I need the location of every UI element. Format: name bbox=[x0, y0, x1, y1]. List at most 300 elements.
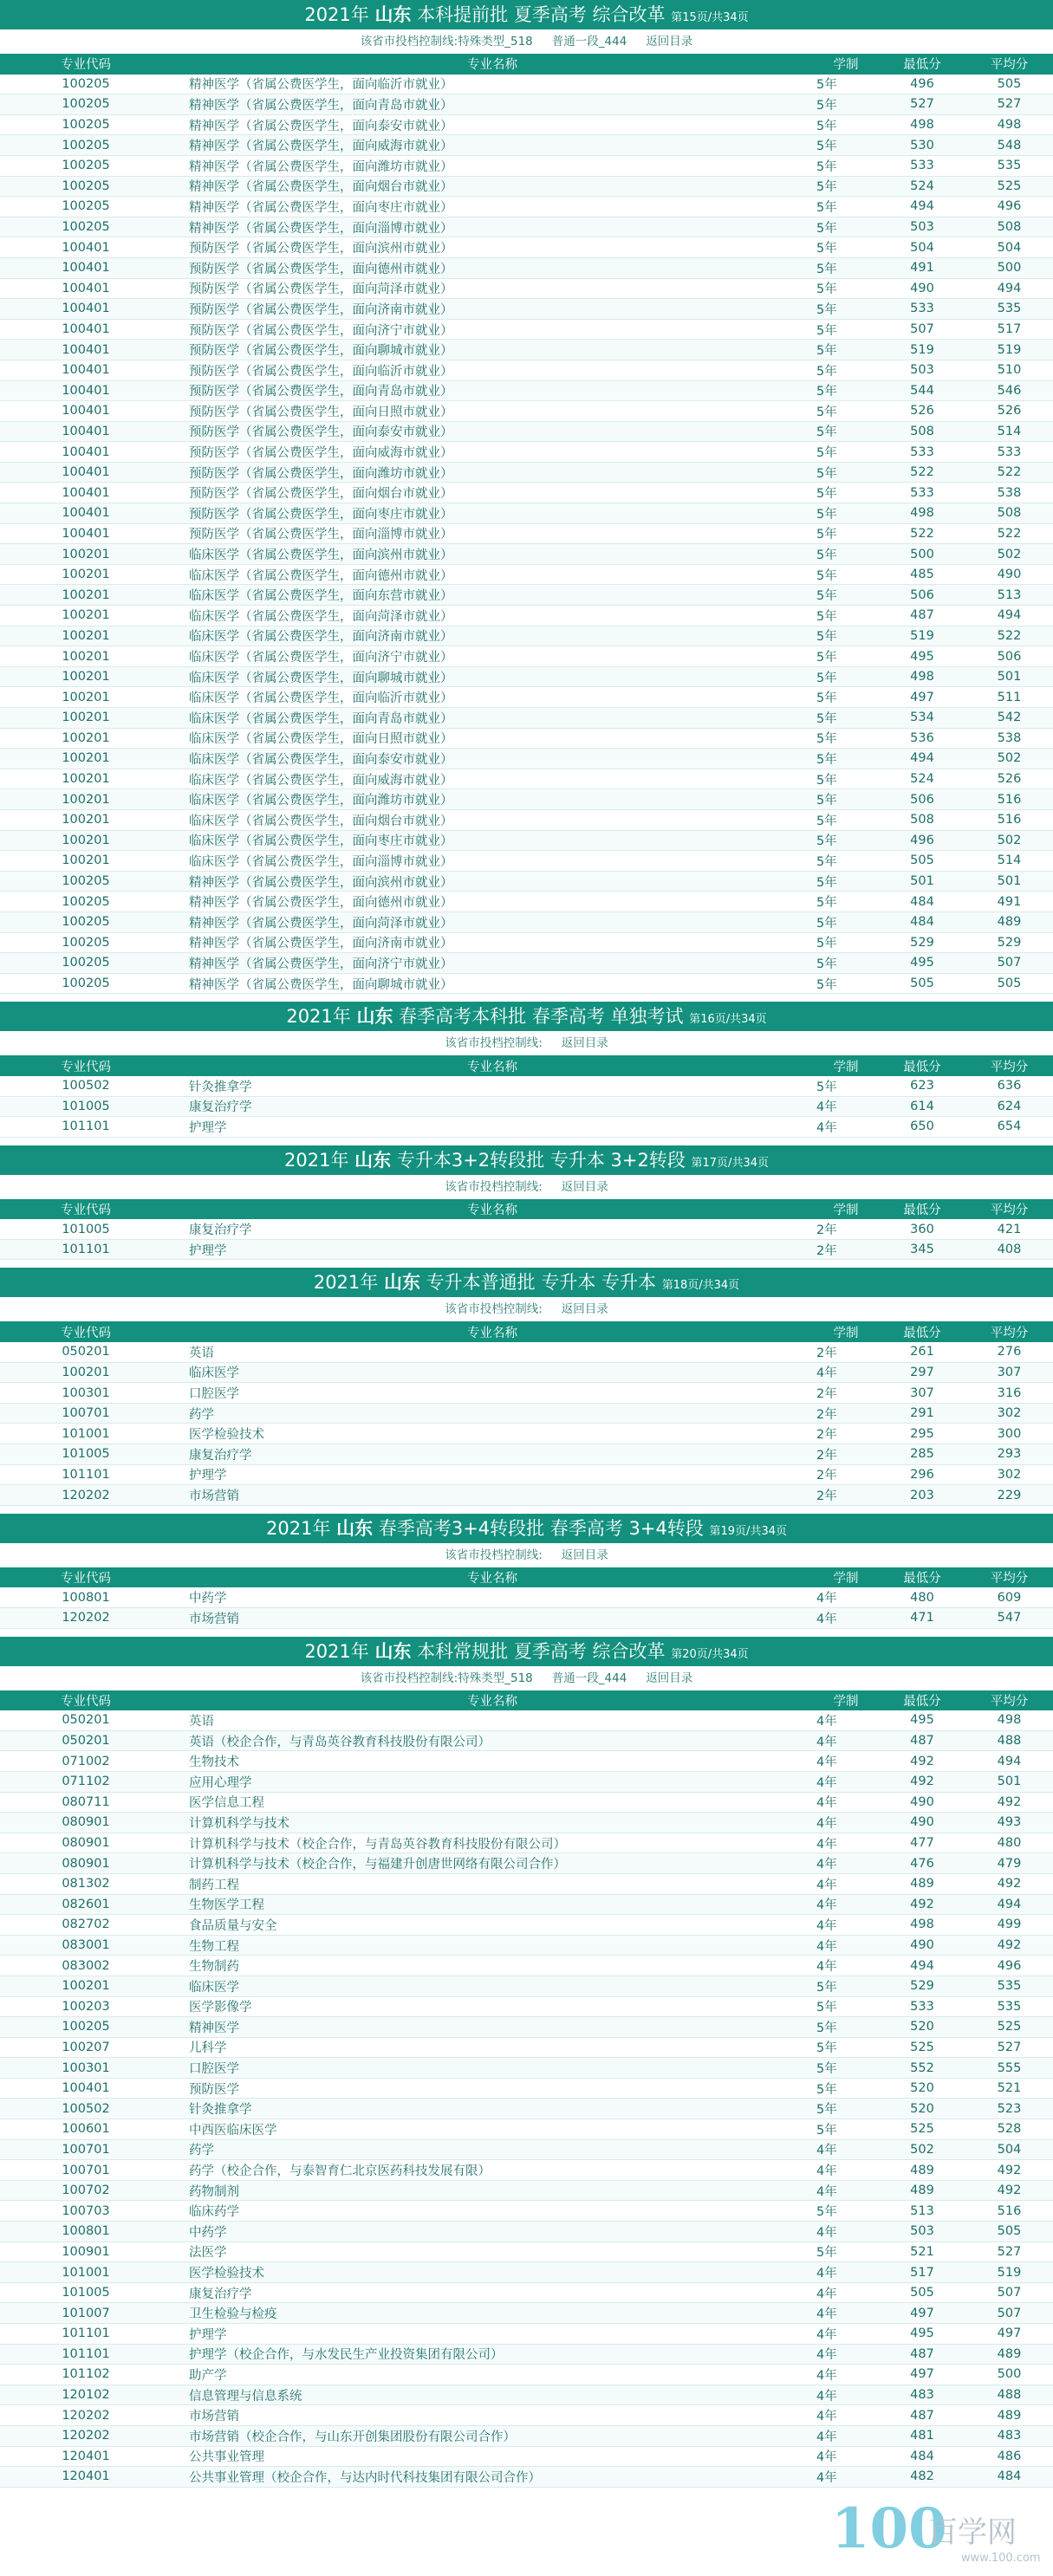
title-year: 2021年 bbox=[313, 1272, 379, 1294]
study-length: 4年 bbox=[816, 1960, 837, 1975]
major-name: 精神医学（省属公费医学生，面向潍坊市就业） bbox=[189, 159, 453, 174]
major-code: 101001 bbox=[62, 1426, 110, 1441]
table-row bbox=[0, 789, 1053, 810]
study-length: 5年 bbox=[816, 119, 837, 133]
title-batch: 本科常规批 夏季高考 综合改革 bbox=[417, 1640, 666, 1662]
header-code: 专业代码 bbox=[61, 58, 111, 73]
major-code: 080901 bbox=[62, 1815, 110, 1830]
table-row bbox=[0, 258, 1053, 279]
table-row bbox=[0, 135, 1053, 156]
avg-score: 496 bbox=[997, 1958, 1022, 1973]
score-section bbox=[0, 1145, 1053, 1269]
section-title-bar bbox=[0, 1002, 1053, 1031]
study-length: 4年 bbox=[816, 2144, 837, 2158]
major-code: 100301 bbox=[62, 1385, 110, 1400]
major-name: 口腔医学 bbox=[189, 1387, 239, 1402]
table-row bbox=[0, 1731, 1053, 1752]
major-name: 医学信息工程 bbox=[189, 1796, 264, 1811]
avg-score: 526 bbox=[997, 404, 1022, 419]
major-name: 精神医学（省属公费医学生，面向淄博市就业） bbox=[189, 221, 453, 236]
min-score: 501 bbox=[910, 874, 934, 889]
major-name: 精神医学（省属公费医学生，面向烟台市就业） bbox=[189, 180, 453, 195]
major-name: 英语 bbox=[189, 1714, 214, 1729]
table-row bbox=[0, 1976, 1053, 1997]
major-name: 市场营销 bbox=[189, 1489, 239, 1504]
min-score: 529 bbox=[910, 935, 934, 950]
back-to-index-link[interactable]: 返回目录 bbox=[646, 1671, 693, 1685]
table-row bbox=[0, 2426, 1053, 2447]
min-score: 508 bbox=[910, 813, 934, 827]
avg-score: 307 bbox=[997, 1365, 1022, 1379]
table-row bbox=[0, 1363, 1053, 1384]
header-min: 最低分 bbox=[903, 1203, 941, 1217]
min-score: 490 bbox=[910, 1938, 934, 1953]
avg-score: 508 bbox=[997, 220, 1022, 235]
major-code: 100401 bbox=[62, 526, 110, 541]
major-name: 预防医学（省属公费医学生，面向济南市就业） bbox=[189, 302, 453, 317]
study-length: 2年 bbox=[816, 1448, 837, 1463]
major-code: 100401 bbox=[62, 281, 110, 295]
major-code: 100401 bbox=[62, 465, 110, 480]
study-length: 4年 bbox=[816, 1612, 837, 1626]
major-code: 100401 bbox=[62, 506, 110, 521]
major-name: 预防医学（省属公费医学生，面向淄博市就业） bbox=[189, 528, 453, 542]
avg-score: 486 bbox=[997, 2449, 1022, 2463]
major-code: 100205 bbox=[62, 915, 110, 930]
min-score: 203 bbox=[910, 1488, 934, 1502]
avg-score: 535 bbox=[997, 1979, 1022, 1994]
avg-score: 501 bbox=[997, 670, 1022, 685]
major-name: 精神医学（省属公费医学生，面向威海市就业） bbox=[189, 140, 453, 154]
table-row bbox=[0, 1813, 1053, 1833]
major-code: 080901 bbox=[62, 1836, 110, 1851]
study-length: 4年 bbox=[816, 2287, 837, 2301]
min-score: 521 bbox=[910, 2244, 934, 2259]
title-batch: 专升本普通批 专升本 专升本 bbox=[426, 1272, 657, 1294]
min-score: 533 bbox=[910, 485, 934, 500]
table-row bbox=[0, 2181, 1053, 2202]
min-score: 500 bbox=[910, 547, 934, 561]
title-year: 2021年 bbox=[266, 1517, 331, 1539]
major-name: 康复治疗学 bbox=[189, 1448, 252, 1463]
min-score: 525 bbox=[910, 2040, 934, 2054]
study-length: 5年 bbox=[816, 2205, 837, 2220]
table-row bbox=[0, 953, 1053, 974]
major-code: 100201 bbox=[62, 813, 110, 827]
major-code: 100701 bbox=[62, 1406, 110, 1421]
table-row bbox=[0, 1444, 1053, 1465]
table-row bbox=[0, 1751, 1053, 1772]
table-row bbox=[0, 749, 1053, 769]
min-score: 489 bbox=[910, 1877, 934, 1891]
min-score: 492 bbox=[910, 1775, 934, 1789]
table-row bbox=[0, 831, 1053, 852]
major-code: 120102 bbox=[62, 2388, 110, 2403]
avg-score: 505 bbox=[997, 76, 1022, 91]
study-length: 5年 bbox=[816, 242, 837, 256]
avg-score: 492 bbox=[997, 2163, 1022, 2177]
major-code: 101101 bbox=[62, 1243, 110, 1257]
table-row bbox=[0, 708, 1053, 729]
major-code: 100205 bbox=[62, 935, 110, 950]
major-name: 计算机科学与技术 bbox=[189, 1816, 289, 1831]
major-name: 应用心理学 bbox=[189, 1775, 252, 1790]
table-row bbox=[0, 94, 1053, 115]
avg-score: 489 bbox=[997, 915, 1022, 930]
major-code: 120202 bbox=[62, 1611, 110, 1625]
major-name: 临床医学（省属公费医学生，面向聊城市就业） bbox=[189, 671, 453, 685]
header-avg: 平均分 bbox=[990, 58, 1029, 73]
avg-score: 500 bbox=[997, 261, 1022, 276]
major-name: 精神医学（省属公费医学生，面向泰安市就业） bbox=[189, 119, 453, 133]
study-length: 5年 bbox=[816, 159, 837, 174]
table-row bbox=[0, 933, 1053, 954]
avg-score: 654 bbox=[997, 1119, 1022, 1134]
major-code: 100201 bbox=[62, 670, 110, 685]
min-score: 503 bbox=[910, 363, 934, 378]
table-row bbox=[0, 687, 1053, 708]
title-province: 山东 bbox=[374, 4, 412, 25]
back-to-index-link[interactable]: 返回目录 bbox=[561, 1548, 608, 1562]
header-code: 专业代码 bbox=[61, 1326, 111, 1340]
min-score: 496 bbox=[910, 76, 934, 91]
avg-score: 624 bbox=[997, 1099, 1022, 1113]
major-code: 100205 bbox=[62, 97, 110, 112]
avg-score: 492 bbox=[997, 2183, 1022, 2198]
major-code: 100401 bbox=[62, 302, 110, 316]
major-name: 卫生检验与检疫 bbox=[189, 2307, 277, 2322]
table-row bbox=[0, 1424, 1053, 1444]
table-row bbox=[0, 1587, 1053, 1608]
major-name: 预防医学（省属公费医学生，面向临沂市就业） bbox=[189, 364, 453, 379]
major-code: 100401 bbox=[62, 404, 110, 419]
table-body bbox=[0, 1219, 1053, 1260]
major-code: 100401 bbox=[62, 342, 110, 357]
avg-score: 555 bbox=[997, 2060, 1022, 2075]
table-body bbox=[0, 1076, 1053, 1138]
table-row bbox=[0, 156, 1053, 177]
table-row bbox=[0, 729, 1053, 749]
major-code: 120401 bbox=[62, 2449, 110, 2463]
min-score: 295 bbox=[910, 1426, 934, 1441]
major-code: 100205 bbox=[62, 178, 110, 193]
avg-score: 522 bbox=[997, 526, 1022, 541]
avg-score: 609 bbox=[997, 1590, 1022, 1605]
study-length: 4年 bbox=[816, 1775, 837, 1790]
major-name: 临床医学（省属公费医学生，面向济宁市就业） bbox=[189, 651, 453, 665]
major-name: 计算机科学与技术（校企合作，与福建升创唐世网络有限公司合作） bbox=[189, 1858, 566, 1872]
study-length: 5年 bbox=[816, 98, 837, 113]
avg-score: 480 bbox=[997, 1836, 1022, 1851]
major-name: 针灸推拿学 bbox=[189, 2103, 252, 2118]
back-to-index-link[interactable]: 返回目录 bbox=[561, 1036, 608, 1051]
score-table bbox=[0, 1567, 1053, 1629]
study-length: 4年 bbox=[816, 2470, 837, 2485]
avg-score: 504 bbox=[997, 2142, 1022, 2157]
study-length: 5年 bbox=[816, 282, 837, 297]
study-length: 4年 bbox=[816, 2164, 837, 2179]
major-code: 050201 bbox=[62, 1713, 110, 1728]
table-row bbox=[0, 115, 1053, 136]
min-score: 285 bbox=[910, 1447, 934, 1462]
avg-score: 488 bbox=[997, 1734, 1022, 1749]
major-code: 120401 bbox=[62, 2469, 110, 2484]
major-code: 100201 bbox=[62, 711, 110, 725]
study-length: 5年 bbox=[816, 2062, 837, 2077]
major-code: 100201 bbox=[62, 547, 110, 561]
major-code: 100201 bbox=[62, 608, 110, 623]
table-row bbox=[0, 2079, 1053, 2099]
min-score: 482 bbox=[910, 2469, 934, 2484]
min-score: 487 bbox=[910, 2346, 934, 2361]
study-length: 5年 bbox=[816, 916, 837, 931]
avg-score: 522 bbox=[997, 628, 1022, 643]
major-code: 100205 bbox=[62, 159, 110, 173]
header-name: 专业名称 bbox=[467, 1694, 517, 1709]
table-row bbox=[0, 381, 1053, 402]
header-code: 专业代码 bbox=[61, 1572, 111, 1586]
avg-score: 519 bbox=[997, 342, 1022, 357]
major-name: 临床医学（省属公费医学生，面向日照市就业） bbox=[189, 732, 453, 747]
control-line-info bbox=[0, 1543, 1053, 1567]
major-name: 英语 bbox=[189, 1346, 214, 1360]
control-line-value: 特殊类型_518 bbox=[458, 35, 533, 49]
study-length: 5年 bbox=[816, 794, 837, 808]
title-year: 2021年 bbox=[304, 1640, 369, 1662]
avg-score: 535 bbox=[997, 302, 1022, 316]
major-code: 100205 bbox=[62, 874, 110, 889]
min-score: 476 bbox=[910, 1856, 934, 1871]
major-name: 精神医学 bbox=[189, 2021, 239, 2035]
study-length: 5年 bbox=[816, 302, 837, 317]
table-row bbox=[0, 360, 1053, 381]
min-score: 495 bbox=[910, 956, 934, 970]
table-row bbox=[0, 2345, 1053, 2365]
major-name: 精神医学（省属公费医学生，面向菏泽市就业） bbox=[189, 916, 453, 931]
min-score: 492 bbox=[910, 1897, 934, 1911]
min-score: 505 bbox=[910, 2286, 934, 2300]
major-name: 预防医学（省属公费医学生，面向枣庄市就业） bbox=[189, 507, 453, 522]
table-row bbox=[0, 2324, 1053, 2345]
major-code: 101005 bbox=[62, 2286, 110, 2300]
min-score: 489 bbox=[910, 2163, 934, 2177]
title-province: 山东 bbox=[356, 1006, 393, 1028]
back-to-index-link[interactable]: 返回目录 bbox=[561, 1179, 608, 1194]
table-row bbox=[0, 177, 1053, 198]
major-name: 临床医学（省属公费医学生，面向泰安市就业） bbox=[189, 752, 453, 767]
study-length: 5年 bbox=[816, 2001, 837, 2015]
study-length: 5年 bbox=[816, 671, 837, 685]
control-line-label: 该省市投档控制线: bbox=[445, 1548, 543, 1562]
table-row bbox=[0, 1874, 1053, 1895]
avg-score: 494 bbox=[997, 281, 1022, 295]
header-avg: 平均分 bbox=[990, 1326, 1029, 1340]
table-header bbox=[0, 1567, 1053, 1588]
avg-score: 492 bbox=[997, 1938, 1022, 1953]
header-len: 学制 bbox=[833, 1203, 859, 1217]
major-code: 101005 bbox=[62, 1222, 110, 1236]
header-name: 专业名称 bbox=[467, 58, 517, 73]
avg-score: 511 bbox=[997, 690, 1022, 704]
min-score: 498 bbox=[910, 670, 934, 685]
avg-score: 229 bbox=[997, 1488, 1022, 1502]
table-row bbox=[0, 75, 1053, 95]
min-score: 498 bbox=[910, 118, 934, 133]
title-page-indicator: 第17页/共34页 bbox=[691, 1156, 769, 1170]
study-length: 5年 bbox=[816, 221, 837, 236]
major-name: 市场营销 bbox=[189, 2410, 239, 2424]
min-score: 307 bbox=[910, 1385, 934, 1400]
major-code: 100205 bbox=[62, 956, 110, 970]
major-name: 临床医学（省属公费医学生，面向菏泽市就业） bbox=[189, 609, 453, 624]
min-score: 506 bbox=[910, 587, 934, 602]
header-code: 专业代码 bbox=[61, 1694, 111, 1709]
study-length: 2年 bbox=[816, 1489, 837, 1504]
major-code: 120202 bbox=[62, 2429, 110, 2443]
avg-score: 507 bbox=[997, 956, 1022, 970]
table-row bbox=[0, 646, 1053, 667]
table-row bbox=[0, 2405, 1053, 2426]
major-code: 100201 bbox=[62, 690, 110, 704]
study-length: 5年 bbox=[816, 589, 837, 604]
min-score: 296 bbox=[910, 1467, 934, 1482]
major-code: 100201 bbox=[62, 792, 110, 807]
header-min: 最低分 bbox=[903, 58, 941, 73]
major-name: 市场营销 bbox=[189, 1612, 239, 1626]
major-code: 081302 bbox=[62, 1877, 110, 1891]
min-score: 291 bbox=[910, 1406, 934, 1421]
avg-score: 494 bbox=[997, 1754, 1022, 1768]
table-row bbox=[0, 974, 1053, 995]
avg-score: 421 bbox=[997, 1222, 1022, 1236]
major-name: 预防医学（省属公费医学生，面向滨州市就业） bbox=[189, 242, 453, 256]
title-year: 2021年 bbox=[286, 1006, 351, 1028]
control-line-info bbox=[0, 1175, 1053, 1199]
section-title-bar bbox=[0, 0, 1053, 29]
major-name: 康复治疗学 bbox=[189, 1223, 252, 1238]
major-name: 康复治疗学 bbox=[189, 1100, 252, 1115]
major-code: 100701 bbox=[62, 2142, 110, 2157]
min-score: 490 bbox=[910, 281, 934, 295]
major-name: 生物制药 bbox=[189, 1960, 239, 1975]
major-name: 精神医学（省属公费医学生，面向滨州市就业） bbox=[189, 875, 453, 890]
avg-score: 506 bbox=[997, 649, 1022, 664]
back-to-index-link[interactable]: 返回目录 bbox=[561, 1302, 608, 1317]
min-score: 480 bbox=[910, 1590, 934, 1605]
study-length: 5年 bbox=[816, 568, 837, 583]
major-code: 101101 bbox=[62, 2326, 110, 2341]
table-header bbox=[0, 1199, 1053, 1220]
major-code: 083002 bbox=[62, 1958, 110, 1973]
major-name: 预防医学（省属公费医学生，面向青岛市就业） bbox=[189, 385, 453, 399]
avg-score: 516 bbox=[997, 813, 1022, 827]
title-page-indicator: 第15页/共34页 bbox=[671, 11, 749, 24]
avg-score: 516 bbox=[997, 2203, 1022, 2218]
avg-score: 483 bbox=[997, 2429, 1022, 2443]
header-name: 专业名称 bbox=[467, 1060, 517, 1074]
major-code: 100201 bbox=[62, 1365, 110, 1379]
min-score: 519 bbox=[910, 628, 934, 643]
avg-score: 535 bbox=[997, 159, 1022, 173]
table-header bbox=[0, 1321, 1053, 1342]
major-code: 101101 bbox=[62, 2346, 110, 2361]
min-score: 513 bbox=[910, 2203, 934, 2218]
back-to-index-link[interactable]: 返回目录 bbox=[646, 35, 693, 49]
major-name: 公共事业管理 bbox=[189, 2450, 264, 2465]
min-score: 524 bbox=[910, 178, 934, 193]
header-len: 学制 bbox=[833, 58, 859, 73]
major-code: 100401 bbox=[62, 2081, 110, 2096]
table-header bbox=[0, 1690, 1053, 1711]
table-row bbox=[0, 1219, 1053, 1240]
study-length: 5年 bbox=[816, 630, 837, 645]
avg-score: 505 bbox=[997, 2224, 1022, 2239]
study-length: 5年 bbox=[816, 385, 837, 399]
min-score: 526 bbox=[910, 404, 934, 419]
table-row bbox=[0, 2038, 1053, 2059]
study-length: 5年 bbox=[816, 528, 837, 542]
control-line-label: 该省市投档控制线: bbox=[360, 1671, 458, 1685]
study-length: 5年 bbox=[816, 405, 837, 419]
study-length: 4年 bbox=[816, 2410, 837, 2424]
avg-score: 489 bbox=[997, 2346, 1022, 2361]
title-batch: 专升本3+2转段批 专升本 3+2转段 bbox=[396, 1149, 686, 1171]
avg-score: 547 bbox=[997, 1611, 1022, 1625]
major-code: 100801 bbox=[62, 2224, 110, 2239]
major-name: 临床医学（省属公费医学生，面向枣庄市就业） bbox=[189, 834, 453, 849]
table-row bbox=[0, 442, 1053, 463]
avg-score: 517 bbox=[997, 322, 1022, 337]
major-name: 儿科学 bbox=[189, 2041, 227, 2056]
major-code: 100201 bbox=[62, 853, 110, 868]
title-batch: 春季高考本科批 春季高考 单独考试 bbox=[399, 1006, 684, 1028]
avg-score: 496 bbox=[997, 199, 1022, 214]
score-table bbox=[0, 1055, 1053, 1137]
avg-score: 527 bbox=[997, 97, 1022, 112]
study-length: 5年 bbox=[816, 711, 837, 726]
study-length: 5年 bbox=[816, 1980, 837, 1995]
min-score: 494 bbox=[910, 1958, 934, 1973]
table-body bbox=[0, 1710, 1053, 2488]
study-length: 5年 bbox=[816, 854, 837, 869]
major-name: 医学检验技术 bbox=[189, 2267, 264, 2281]
min-score: 345 bbox=[910, 1243, 934, 1257]
major-name: 精神医学（省属公费医学生，面向临沂市就业） bbox=[189, 78, 453, 93]
header-len: 学制 bbox=[833, 1694, 859, 1709]
table-row bbox=[0, 197, 1053, 217]
study-length: 4年 bbox=[816, 2430, 837, 2444]
score-section bbox=[0, 0, 1053, 1002]
avg-score: 521 bbox=[997, 2081, 1022, 2096]
major-code: 100201 bbox=[62, 730, 110, 745]
study-length: 4年 bbox=[816, 1816, 837, 1831]
table-row bbox=[0, 2303, 1053, 2324]
avg-score: 513 bbox=[997, 587, 1022, 602]
table-row bbox=[0, 1853, 1053, 1874]
table-row bbox=[0, 524, 1053, 545]
table-row bbox=[0, 626, 1053, 647]
min-score: 519 bbox=[910, 342, 934, 357]
header-min: 最低分 bbox=[903, 1326, 941, 1340]
min-score: 360 bbox=[910, 1222, 934, 1236]
study-length: 4年 bbox=[816, 2327, 837, 2342]
title-batch: 本科提前批 夏季高考 综合改革 bbox=[417, 4, 666, 25]
study-length: 5年 bbox=[816, 896, 837, 911]
study-length: 4年 bbox=[816, 1918, 837, 1933]
min-score: 490 bbox=[910, 1794, 934, 1809]
avg-score: 498 bbox=[997, 118, 1022, 133]
score-table bbox=[0, 54, 1053, 994]
